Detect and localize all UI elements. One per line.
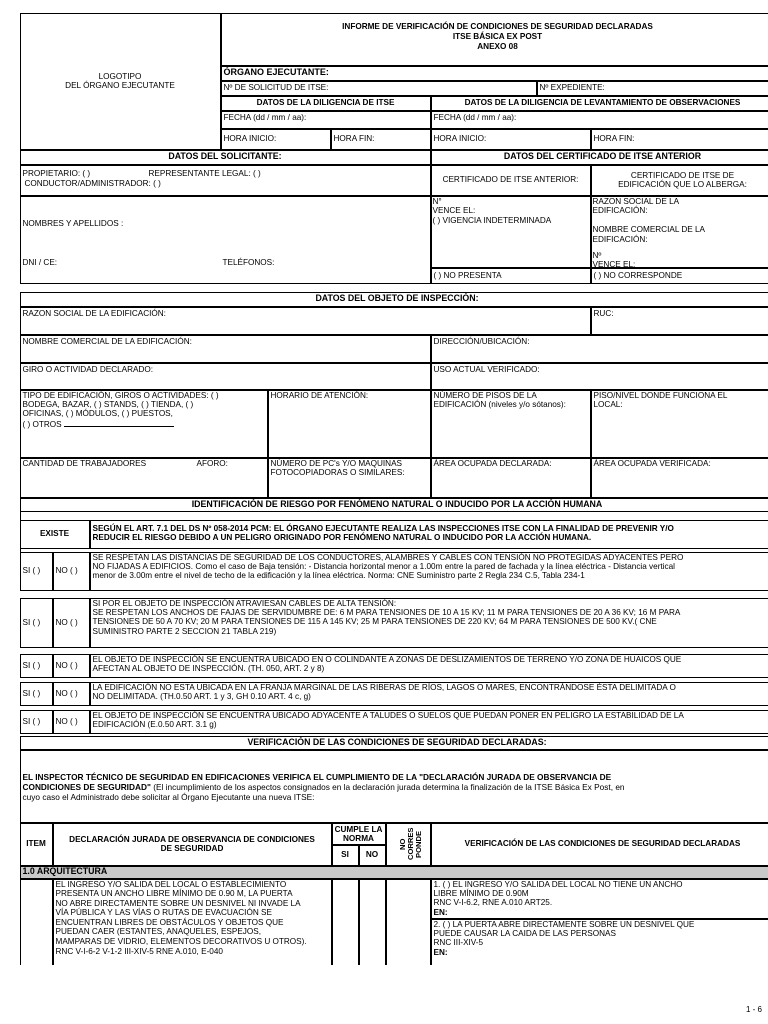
vigencia-checkbox[interactable]: ( ) VIGENCIA INDETERMINADA [432, 215, 552, 225]
cert-razon-l2: EDIFICACIÓN: [592, 205, 648, 215]
arq-no-checkbox[interactable] [359, 879, 386, 965]
cumple-l1: CUMPLE LA [334, 824, 383, 834]
no-label: NO ( ) [55, 688, 78, 698]
diligencia-lev-header [431, 96, 768, 111]
pisos-l1: NÚMERO DE PISOS DE LA [433, 390, 537, 400]
si-label: SI ( ) [22, 566, 41, 576]
r4-l1: LA EDIFICACIÓN NO ESTA UBICADA EN LA FRANJA MARGINAL DE LAS RIBERAS DE RÍOS, LAGOS O MARES, ENCONTRÁNDOSE ÉSTA DELIMITADA O [92, 682, 676, 692]
r1-l3: menor de 3.00m entre el nivel de techo de la edificación y la línea eléctrica. Norma: CNE Suministro parte 2 Regla 234 C.5, Tabla 234-1 [92, 571, 585, 581]
arq-item-cell [20, 879, 53, 965]
logo-cell [20, 13, 221, 150]
certificado-header [431, 150, 768, 165]
riesgo4-no-checkbox[interactable] [53, 682, 90, 706]
razon-label: RAZON SOCIAL DE LA EDIFICACIÓN: [22, 308, 166, 318]
area-verificada-field[interactable] [591, 458, 768, 498]
si-label: SI ( ) [22, 617, 41, 627]
verificacion-title: VERIFICACIÓN DE LAS CONDICIONES DE SEGURIDAD DECLARADAS: [247, 736, 547, 747]
diligencia-lev-label: DATOS DE LA DILIGENCIA DE LEVANTAMIENTO DE OBSERVACIONES [464, 98, 741, 108]
propietario-checkbox[interactable]: PROPIETARIO: ( ) [22, 168, 91, 178]
no-corresponde-checkbox[interactable] [591, 268, 768, 284]
riesgo4-text [90, 682, 768, 706]
riesgo-spacer [20, 512, 768, 520]
tipo-l1: TIPO DE EDIFICACIÓN, GIROS O ACTIVIDADES: ( ) [22, 390, 219, 400]
section-arquitectura-label: 1.0 ARQUITECTURA [22, 866, 108, 877]
r3-l1: EL OBJETO DE INSPECCIÓN SE ENCUENTRA UBICADO EN O COLINDANTE A ZONAS DE DESLIZAMIENTOS DE TERRENO Y/O ZONA DE HUAICOS QUE [92, 654, 682, 664]
certificado-anterior-field[interactable] [431, 165, 591, 196]
cert-vence2-label: VENCE EL: [592, 259, 636, 268]
diligencia-itse-label: DATOS DE LA DILIGENCIA DE ITSE [256, 98, 395, 108]
arq-line-3: VÍA PÚBLICA Y LAS VÍAS O RUTAS DE EVACUACIÓN SE [55, 908, 272, 918]
trabajadores-field[interactable] [20, 458, 268, 498]
tipo-l2: BODEGA, BAZAR, ( ) STANDS, ( ) TIENDA, ( ) [22, 399, 194, 409]
arq-line-4: ENCUENTRAN LIBRES DE OBSTÁCULOS Y OBJETOS QUE [55, 917, 284, 927]
verif-col-label: VERIFICACIÓN DE LAS CONDICIONES DE SEGURIDAD DECLARADAS [464, 839, 741, 849]
pisos-l2: EDIFICACIÓN (niveles y/o sótanos): [433, 399, 566, 409]
no-label: NO ( ) [55, 617, 78, 627]
pcs-l2: FOTOCOPIADORAS O SIMILARES: [270, 467, 405, 477]
fecha-label: FECHA (dd / mm / aa): [223, 112, 307, 122]
organo-label: ÓRGANO EJECUTANTE: [223, 67, 329, 78]
hora-fin-label: HORA FIN: [593, 133, 635, 143]
arq-declaracion-text [56, 880, 329, 957]
verificacion-header [20, 736, 768, 750]
obs1-l1: 1. ( ) EL INGRESO Y/O SALIDA DEL LOCAL NO TIENE UN ANCHO [433, 879, 683, 889]
tipo-solicitante-field[interactable] [20, 165, 431, 196]
existe-header [20, 520, 90, 549]
verif-p-bold2: CONDICIONES DE SEGURIDAD" [22, 781, 151, 792]
direccion-field[interactable] [431, 335, 768, 363]
nombre-comercial-field[interactable] [20, 335, 431, 363]
hora-fin-lev-field[interactable] [591, 129, 768, 150]
no-col-label: NO [365, 850, 379, 860]
arq-line-2: NO ABRE DIRECTAMENTE SOBRE UN DESNIVEL NI INVADE LA [55, 898, 301, 908]
form-title [221, 13, 768, 66]
item-label: ITEM [26, 839, 46, 849]
area-verif-label: ÁREA OCUPADA VERIFICADA: [593, 458, 711, 468]
piso-nivel-field[interactable] [591, 390, 768, 458]
fecha-itse-field[interactable] [221, 111, 431, 129]
arq-line-0: EL INGRESO Y/O SALIDA DEL LOCAL O ESTABLECIMIENTO [55, 879, 287, 889]
arq-declaracion-cell [53, 879, 332, 965]
riesgo2-si-checkbox[interactable] [20, 598, 53, 648]
obs1-l2: LIBRE MÍNIMO DE 0.90M [433, 888, 529, 898]
nombre-label: NOMBRE COMERCIAL DE LA EDIFICACIÓN: [22, 336, 192, 346]
riesgo3-text [90, 654, 768, 678]
cumple-norma-header [332, 823, 386, 845]
riesgo2-text [90, 598, 768, 648]
giro-field[interactable] [20, 363, 431, 390]
form-title-line2: ITSE BÁSICA EX POST [452, 31, 543, 41]
cert-num-label: N° [432, 196, 442, 206]
no-label: NO ( ) [55, 566, 78, 576]
cert-vence-label: VENCE EL: [432, 205, 476, 215]
area-declarada-field[interactable] [431, 458, 591, 498]
r2-l4: SUMINISTRO PARTE 2 SECCION 21 TABLA 219) [92, 626, 277, 636]
aforo-label: AFORO: [196, 458, 228, 468]
r5-l1: EL OBJETO DE INSPECCIÓN SE ENCUENTRA UBICADO ADYACENTE A TALUDES O SUELOS QUE PUEDAN PONER EN PELIGRO LA ESTABILIDAD DE LA [92, 710, 684, 720]
pcs-l1: NÚMERO DE PC's Y/O MAQUINAS [270, 458, 403, 468]
solicitud-label: Nº DE SOLICITUD DE ITSE: [223, 83, 329, 93]
nombres-label: NOMBRES Y APELLIDOS : [22, 218, 124, 228]
riesgo5-si-checkbox[interactable] [20, 710, 53, 734]
verif-p-norm2: (El incumplimiento de los aspectos consignados en la declaración jurada determina la finalización de la ITSE Básica Ex Post, en [150, 781, 625, 792]
item-col-header [20, 823, 53, 866]
datos-solicitante-block[interactable] [20, 196, 431, 284]
obs2-en-label: EN: [433, 947, 448, 957]
solicitud-itse-field[interactable] [221, 81, 537, 96]
obs2-l3: RNC III-XIV-5 [433, 938, 484, 948]
si-label: SI ( ) [22, 688, 41, 698]
riesgo-title: IDENTIFICACIÓN DE RIESGO POR FENÓMENO NATURAL O INDUCIDO POR LA ACCIÓN HUMANA [191, 498, 603, 509]
riesgo5-text [90, 710, 768, 734]
uso-label: USO ACTUAL VERIFICADO: [433, 364, 540, 374]
form-title-line3: ANEXO 08 [477, 41, 518, 51]
riesgo-intro-l2: REDUCIR EL RIESGO DEBIDO A UN PELIGRO ORIGINADO POR FENÓMENO NATURAL O INDUCIDO POR LA ACCIÓN HUMANA. [92, 532, 592, 542]
uso-field[interactable] [431, 363, 768, 390]
logo-line1: LOGOTIPO [98, 71, 142, 81]
tipo-edificacion-field[interactable] [20, 390, 268, 458]
obs1-l3: RNC V-I-6.2, RNE A.010 ART25. [433, 898, 553, 908]
si-label: SI ( ) [22, 660, 41, 670]
certificado-edificacion-label [618, 171, 747, 190]
otros-blank-line[interactable] [64, 419, 174, 427]
organo-ejecutante-field[interactable] [221, 66, 768, 81]
arq-obs2-cell[interactable] [431, 919, 768, 965]
riesgo2-no-checkbox[interactable] [53, 598, 90, 648]
certificado-anterior-label: CERTIFICADO DE ITSE ANTERIOR: [442, 175, 579, 185]
obs1-en-label: EN: [433, 907, 448, 917]
r2-l3: TENSIONES DE 50 A 70 KV; 20 M PARA TENSIONES DE 115 A 145 KV; 25 M PARA TENSIONES DE 220 KV; 64 M PARA TENSIONES DE 500 KV.( CNE [92, 617, 657, 627]
fecha-lev-field[interactable] [431, 111, 768, 129]
riesgo-intro-l1: SEGÚN EL ART. 7.1 DEL DS Nº 058-2014 PCM: EL ÓRGANO EJECUTANTE REALIZA LAS INSPECCIONES ITSE CON LA FINALIDAD DE PREVENIR Y/O [92, 523, 674, 533]
certificado-edificacion-detalle[interactable] [591, 196, 768, 268]
verificacion-paragraph [20, 750, 768, 823]
page-number: 1 - 6 [745, 1005, 762, 1014]
riesgo-header [20, 498, 768, 512]
no-col-header [359, 845, 386, 866]
form-page [20, 13, 768, 963]
certificado-title: DATOS DEL CERTIFICADO DE ITSE ANTERIOR [503, 151, 702, 162]
tipo-l4 [23, 419, 265, 429]
riesgo1-text [90, 552, 768, 591]
no-label: NO ( ) [55, 716, 78, 726]
riesgo4-si-checkbox[interactable] [20, 682, 53, 706]
no-corresponde-col-label: NO CORRES PONDE [398, 827, 423, 861]
no-presenta-checkbox[interactable] [431, 268, 591, 284]
cert-nombre-l1: NOMBRE COMERCIAL DE LA [592, 224, 706, 234]
arq-no-corresponde-checkbox[interactable] [386, 879, 431, 965]
obs2-l1: 2. ( ) LA PUERTA ABRE DIRECTAMENTE SOBRE UN DESNIVEL QUE [433, 919, 695, 929]
riesgo1-si-checkbox[interactable] [20, 552, 53, 591]
direccion-label: DIRECCIÓN/UBICACIÓN: [433, 336, 530, 346]
riesgo3-si-checkbox[interactable] [20, 654, 53, 678]
fecha-label: FECHA (dd / mm / aa): [433, 112, 517, 122]
certificado-anterior-detalle[interactable] [431, 196, 591, 268]
arq-line-6: MAMPARAS DE VIDRIO, ELEMENTOS DECORATIVOS U OTROS). [55, 937, 307, 947]
telefonos-label: TELÉFONOS: [222, 257, 275, 267]
form-title-line1: INFORME DE VERIFICACIÓN DE CONDICIONES DE SEGURIDAD DECLARADAS [342, 21, 653, 31]
arq-obs1-cell[interactable] [431, 879, 768, 919]
arq-line-5: PUEDAN CAER (ESTANTES, ANAQUELES, ESPEJOS, [55, 927, 261, 937]
giro-label: GIRO O ACTIVIDAD DECLARADO: [22, 364, 154, 374]
declaracion-col-header [53, 823, 332, 866]
riesgo1-no-checkbox[interactable] [53, 552, 90, 591]
hora-fin-label: HORA FIN: [333, 133, 375, 143]
existe-label: EXISTE [39, 529, 70, 539]
razon-social-field[interactable] [20, 307, 591, 335]
no-corresponde-label: ( ) NO CORRESPONDE [593, 270, 683, 280]
hora-inicio-itse-field[interactable] [221, 129, 331, 150]
cumple-l2: NORMA [343, 833, 374, 843]
pcs-field[interactable] [268, 458, 431, 498]
no-corresponde-col-header [386, 823, 431, 866]
hora-inicio-label: HORA INICIO: [223, 133, 277, 143]
arq-line-1: PRESENTA UN ANCHO LIBRE MÍNIMO DE 0.90 M, LA PUERTA [55, 889, 293, 899]
solicitante-title: DATOS DEL SOLICITANTE: [168, 151, 282, 162]
r4-l2: NO DELIMITADA. (TH.0.50 ART. 1 y 3, GH 0.10 ART. 4 c, g) [92, 691, 311, 701]
arq-line-7: RNC V-I-6-2 V-1-2 III-XIV-5 RNE A.010, E-040 [55, 946, 223, 956]
conductor-checkbox[interactable]: CONDUCTOR/ADMINISTRADOR: ( ) [24, 178, 161, 188]
pisos-field[interactable] [431, 390, 591, 458]
r1-l2: NO FIJADAS A EDIFICIOS. Como el caso de Baja tensión: - Distancia horizontal menor a 1.00m entre la pared de fachada y la línea eléctrica - Distancia vertical [92, 561, 675, 571]
verif-p-bold1: EL INSPECTOR TÉCNICO DE SEGURIDAD EN EDIFICACIONES VERIFICA EL CUMPLIMIENTO DE LA "DECLARACIÓN JURADA DE OBSERVANCIA DE [22, 771, 612, 782]
area-decl-label: ÁREA OCUPADA DECLARADA: [433, 458, 552, 468]
piso-l1: PISO/NIVEL DONDE FUNCIONA EL [593, 390, 728, 400]
trabajadores-label: CANTIDAD DE TRABAJADORES [22, 458, 147, 468]
no-label: NO ( ) [55, 660, 78, 670]
cert-num2-label: Nº [592, 250, 602, 260]
section-arquitectura [20, 866, 768, 879]
objeto-title: DATOS DEL OBJETO DE INSPECCIÓN: [315, 293, 479, 304]
obs2-l2: PUEDE CAUSAR LA CAIDA DE LAS PERSONAS [433, 928, 616, 938]
horario-field[interactable] [268, 390, 431, 458]
hora-inicio-lev-field[interactable] [431, 129, 591, 150]
hora-inicio-label: HORA INICIO: [433, 133, 487, 143]
dni-label: DNI / CE: [22, 257, 58, 267]
certificado-edificacion-l2: EDIFICACIÓN QUE LO ALBERGA: [618, 180, 747, 189]
expediente-field[interactable] [537, 81, 768, 96]
ruc-label: RUC: [593, 308, 614, 318]
ruc-field[interactable] [591, 307, 768, 335]
logo-line2: DEL ÓRGANO EJECUTANTE [65, 80, 175, 90]
arq-si-checkbox[interactable] [332, 879, 359, 965]
tipo-l3: OFICINAS, ( ) MÓDULOS, ( ) PUESTOS, [22, 409, 173, 419]
verif-col-header [431, 823, 768, 866]
riesgo-intro [90, 520, 768, 549]
hora-fin-itse-field[interactable] [331, 129, 431, 150]
declaracion-l2: DE SEGURIDAD [160, 844, 224, 853]
si-col-label: SI [341, 850, 349, 860]
horario-label: HORARIO DE ATENCIÓN: [270, 390, 369, 400]
certificado-edificacion-field[interactable] [591, 165, 768, 196]
tipo-otros-label: ( ) OTROS [22, 419, 62, 429]
r2-l1: SI POR EL OBJETO DE INSPECCIÓN ATRAVIESAN CABLES DE ALTA TENSIÓN: [92, 598, 397, 608]
cert-razon-l1: RAZON SOCIAL DE LA [592, 196, 680, 206]
verif-p-line2 [23, 782, 768, 792]
r3-l2: AFECTAN AL OBJETO DE INSPECCIÓN. (TH. 050, ART. 2 y 8) [92, 663, 325, 673]
riesgo3-no-checkbox[interactable] [53, 654, 90, 678]
objeto-header [20, 292, 768, 307]
solicitante-header [20, 150, 431, 165]
representante-checkbox[interactable]: REPRESENTANTE LEGAL: ( ) [148, 168, 261, 178]
si-col-header [332, 845, 359, 866]
cert-nombre-l2: EDIFICACIÓN: [592, 234, 648, 244]
r5-l2: EDIFICACIÓN (E.0.50 ART. 3.1 g) [92, 719, 217, 729]
diligencia-itse-header [221, 96, 431, 111]
cumple-label [335, 825, 383, 843]
declaracion-label [69, 835, 315, 854]
riesgo5-no-checkbox[interactable] [53, 710, 90, 734]
declaracion-l1: DECLARACIÓN JURADA DE OBSERVANCIA DE CONDICIONES [69, 834, 315, 844]
verif-p-norm3: cuyo caso el Administrado debe solicitar al Órgano Ejecutante una nueva ITSE: [22, 791, 315, 802]
piso-l2: LOCAL: [593, 399, 623, 409]
logo-placeholder-text [21, 72, 220, 91]
si-label: SI ( ) [22, 716, 41, 726]
certificado-edificacion-l1: CERTIFICADO DE ITSE DE [630, 170, 735, 180]
no-presenta-label: ( ) NO PRESENTA [433, 270, 502, 280]
r1-l1: SE RESPETAN LAS DISTANCIAS DE SEGURIDAD DE LOS CONDUCTORES, ALAMBRES Y CABLES CON TENSIÓN NO PROTEGIDAS ADYACENTES PERO [92, 552, 684, 562]
expediente-label: Nº EXPEDIENTE: [539, 83, 605, 93]
r2-l2: SE RESPETAN LOS ANCHOS DE FAJAS DE SERVIDUMBRE DE: 6 M PARA TENSIONES DE 10 A 15 KV; 11 M PARA TENSIONES DE 20 A 36 KV; 16 M PARA [92, 607, 681, 617]
